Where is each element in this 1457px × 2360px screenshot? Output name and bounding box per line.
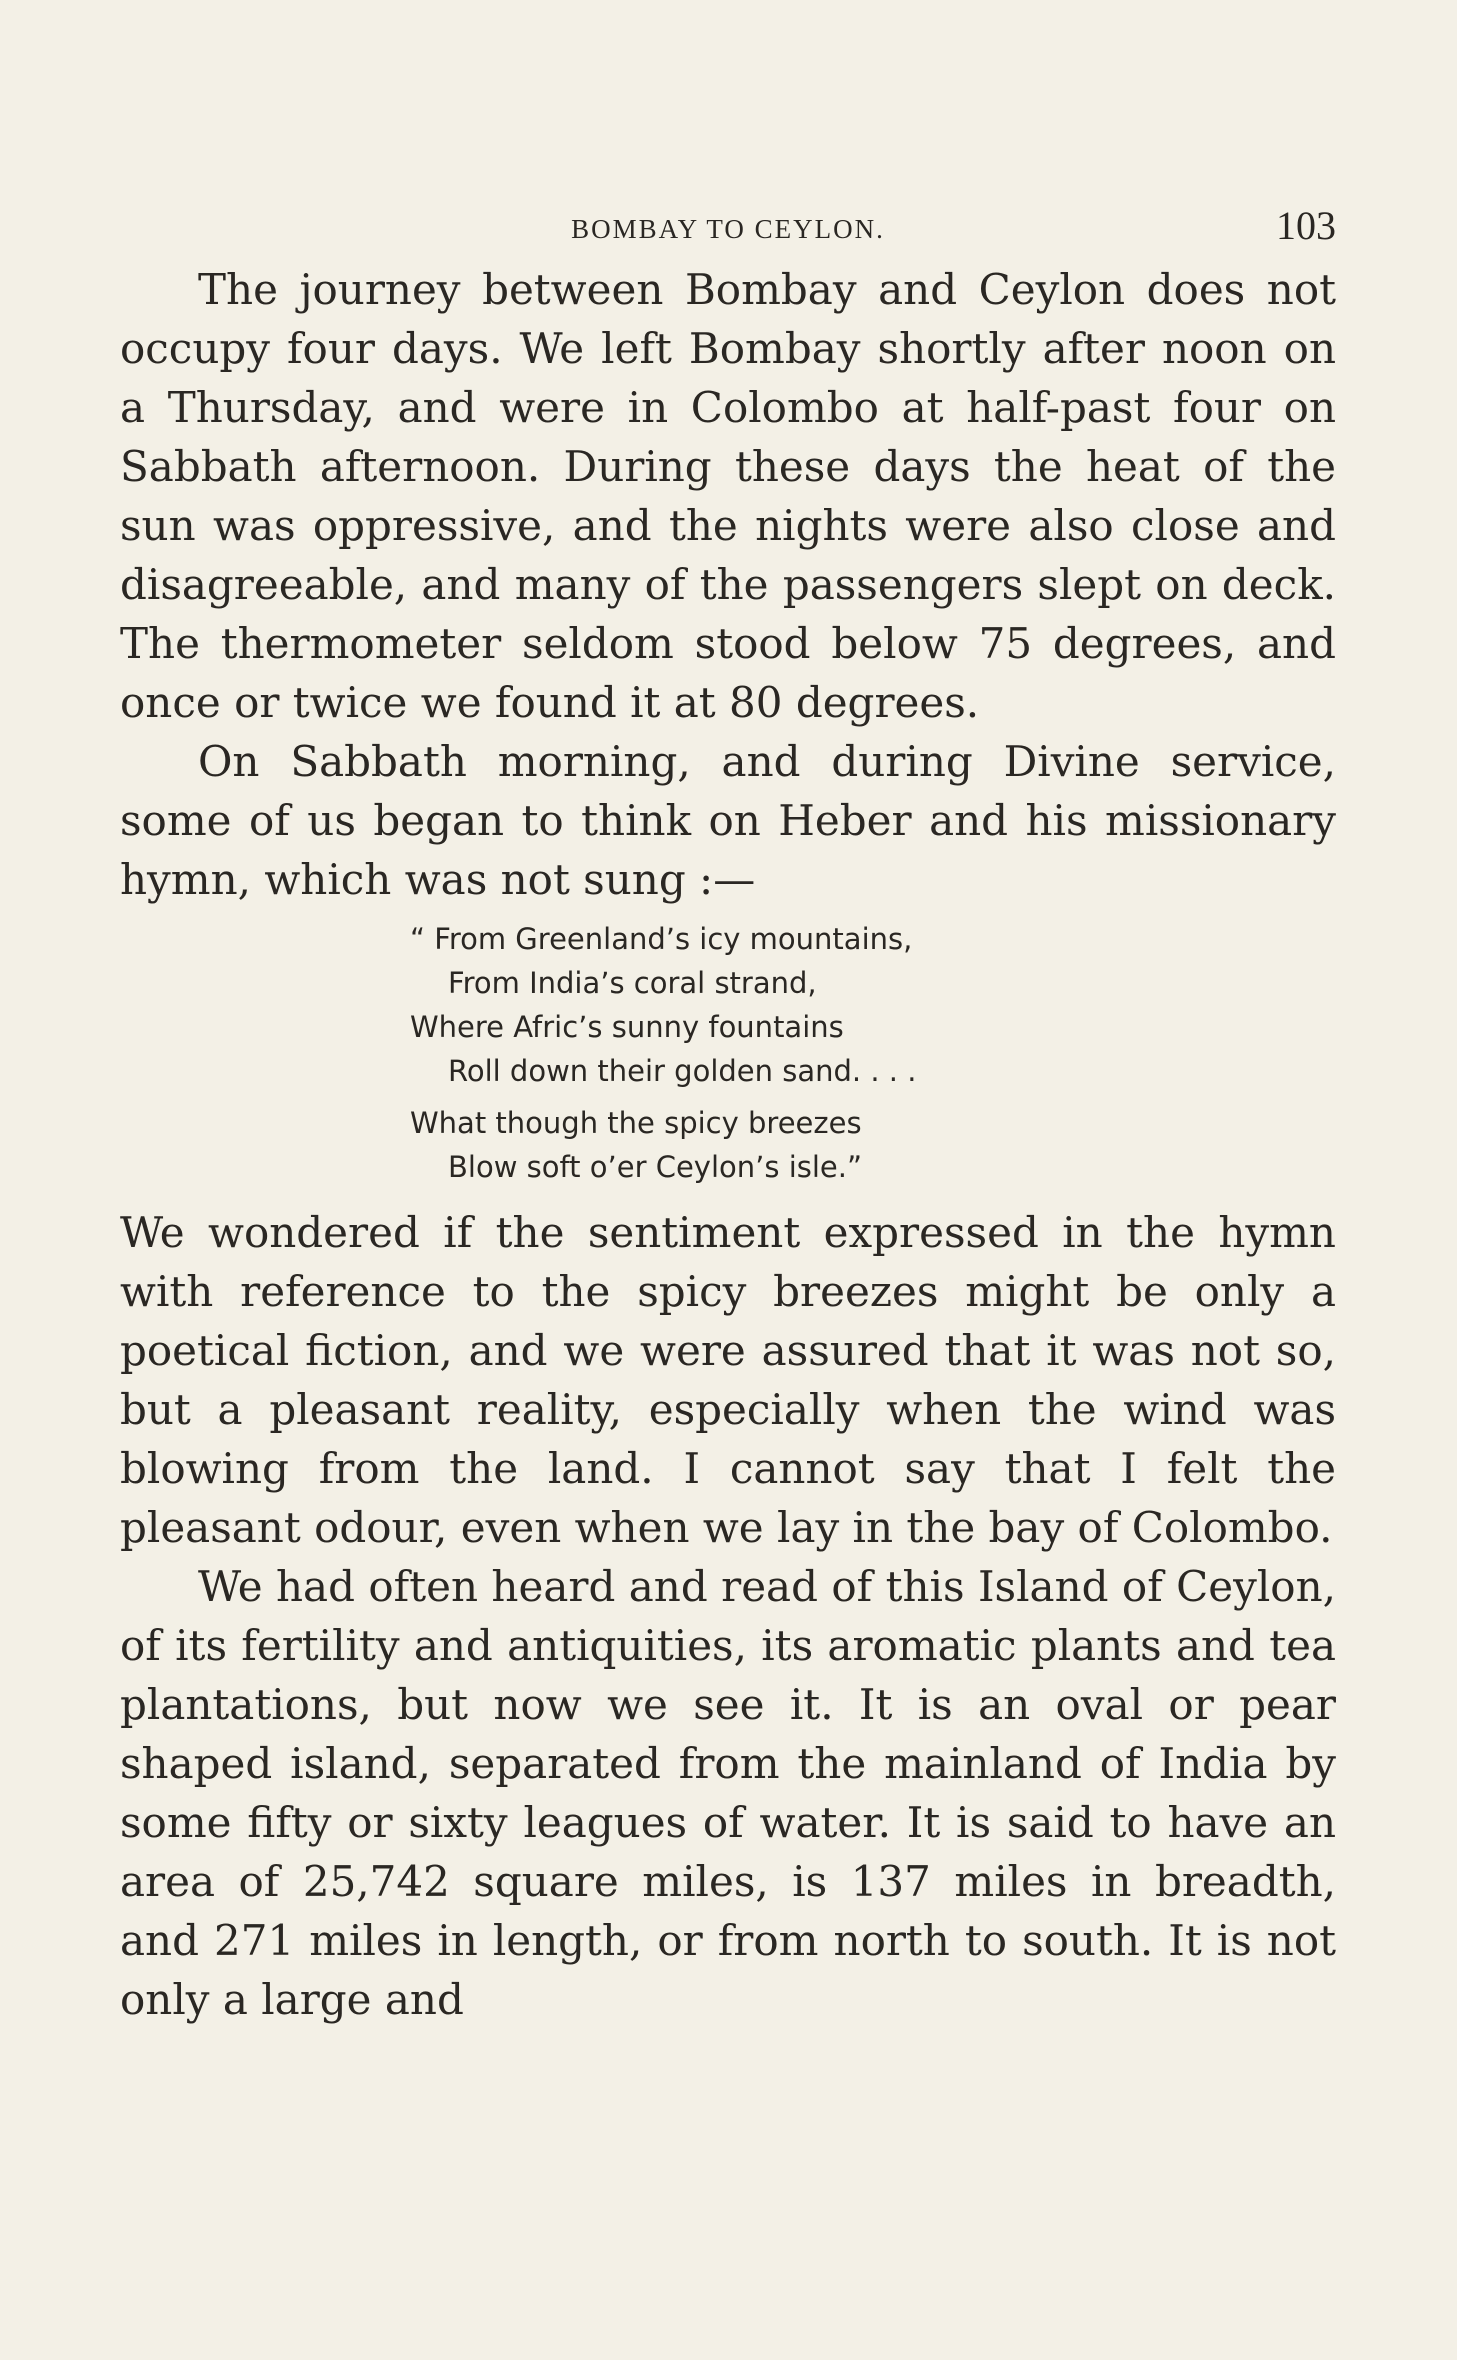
- hymn-line: Where Afric’s sunny fountains: [410, 1010, 844, 1044]
- hymn-line: What though the spicy breezes: [410, 1106, 862, 1140]
- hymn-line: “ From Greenland’s icy mountains,: [410, 922, 913, 956]
- paragraph-sabbath: On Sabbath morning, and during Divine service, some of us began to think on Heber and his missionary hymn, which was not sung :—: [120, 737, 1336, 904]
- hymn-stanza-1: [410, 917, 1336, 1093]
- hymn-line: From India’s coral strand,: [448, 966, 817, 1000]
- hymn-stanza-2: [410, 1101, 1336, 1189]
- book-page: [120, 200, 1336, 2029]
- hymn-line: Blow soft o’er Ceylon’s isle.”: [448, 1150, 863, 1184]
- running-head: [120, 200, 1336, 260]
- paragraph-ceylon-island: We had often heard and read of this Island of Ceylon, of its fertility and antiquities, its aromatic plants and tea plantations, but now we see it. It is an oval or pear shaped island, separated from the mainland of India by some fifty or sixty leagues of water. It is said to have an area of 25,742 square miles, is 137 miles in breadth, and 271 miles in length, or from north to south. It is not only a large and: [120, 1562, 1336, 2024]
- hymn-line: Roll down their golden sand. . . .: [448, 1054, 917, 1088]
- paragraph-spicy-breezes: We wondered if the sentiment expressed in the hymn with reference to the spicy breezes might be only a poetical fiction, and we were assured that it was not so, but a pleasant reality, especially when the wind was blowing from the land. I cannot say that I felt the pleasant odour, even when we lay in the bay of Colombo.: [120, 1208, 1336, 1552]
- running-title: BOMBAY TO CEYLON.: [571, 214, 885, 244]
- paragraph-journey: The journey between Bombay and Ceylon does not occupy four days. We left Bombay shortly after noon on a Thursday, and were in Colombo at half-past four on Sabbath afternoon. During these days the heat of the sun was oppressive, and the nights were also close and disagreeable, and many of the passengers slept on deck. The thermometer seldom stood below 75 degrees, and once or twice we found it at 80 degrees.: [120, 265, 1336, 727]
- hymn-quotation: [120, 917, 1336, 1189]
- page-number: 103: [1276, 203, 1336, 248]
